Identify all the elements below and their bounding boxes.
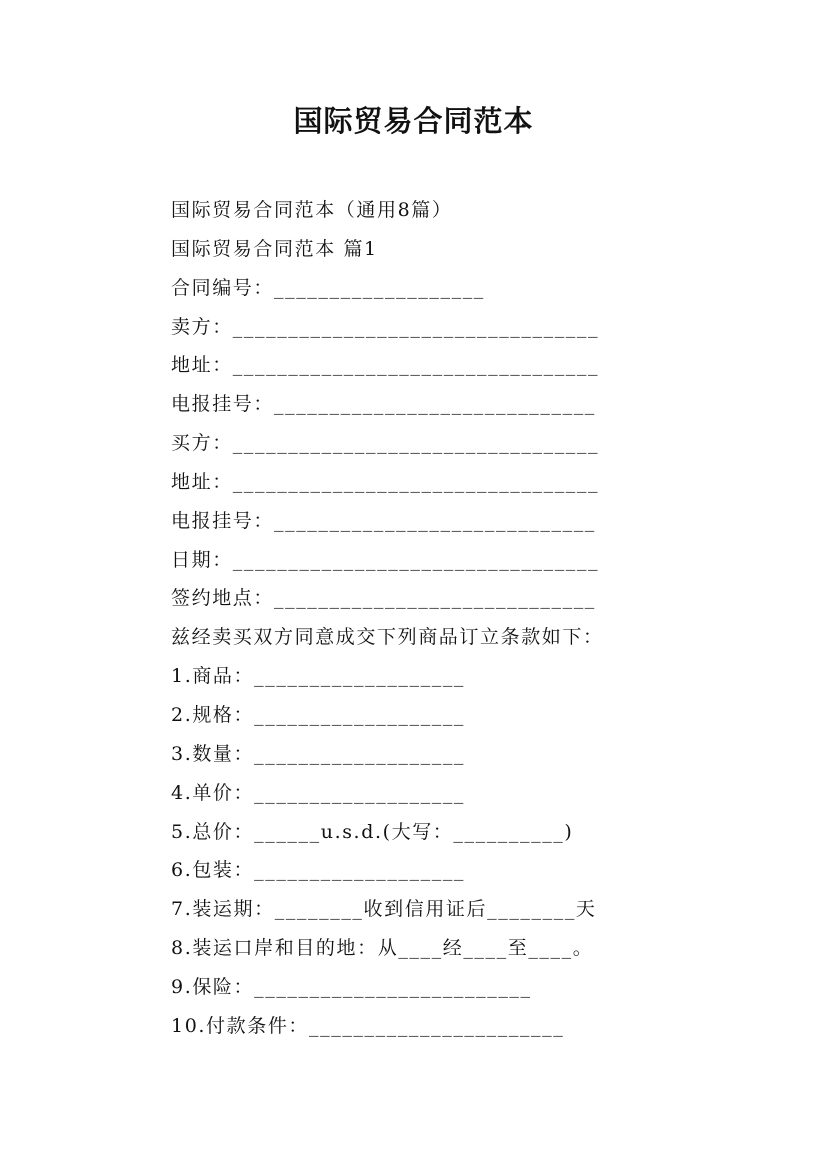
seller-cable-line: 电报挂号：_____________________________ bbox=[171, 393, 596, 416]
clause-payment-terms: 10.付款条件：_______________________ bbox=[171, 1014, 565, 1037]
clause-ports: 8.装运口岸和目的地：从____经____至____。 bbox=[171, 937, 594, 960]
section-heading: 国际贸易合同范本 篇1 bbox=[171, 237, 378, 260]
buyer-cable-line: 电报挂号：_____________________________ bbox=[171, 509, 596, 532]
date-line: 日期：_________________________________ bbox=[171, 548, 600, 571]
seller-line: 卖方：_________________________________ bbox=[171, 315, 600, 338]
buyer-address-line: 地址：_________________________________ bbox=[171, 470, 600, 493]
buyer-line: 买方：_________________________________ bbox=[171, 432, 600, 455]
clause-specification: 2.规格：___________________ bbox=[171, 703, 466, 726]
contract-number-line: 合同编号：___________________ bbox=[171, 276, 485, 299]
clause-commodity: 1.商品：___________________ bbox=[171, 665, 466, 688]
clause-unit-price: 4.单价：___________________ bbox=[171, 781, 466, 804]
clause-insurance: 9.保险：_________________________ bbox=[171, 975, 532, 998]
subtitle-line: 国际贸易合同范本（通用8篇） bbox=[171, 199, 453, 221]
seller-address-line: 地址：_________________________________ bbox=[171, 354, 600, 377]
clause-total-price: 5.总价：______u.s.d.(大写：__________) bbox=[171, 820, 574, 843]
document-title: 国际贸易合同范本 bbox=[293, 104, 534, 138]
signing-place-line: 签约地点：_____________________________ bbox=[171, 587, 596, 610]
document-body bbox=[171, 191, 791, 1046]
clause-quantity: 3.数量：___________________ bbox=[171, 742, 466, 765]
clause-shipment-period: 7.装运期：________收到信用证后________天 bbox=[171, 898, 597, 921]
clause-packing: 6.包装：___________________ bbox=[171, 859, 466, 882]
agreement-intro-line: 兹经卖买双方同意成交下列商品订立条款如下： bbox=[171, 626, 604, 649]
